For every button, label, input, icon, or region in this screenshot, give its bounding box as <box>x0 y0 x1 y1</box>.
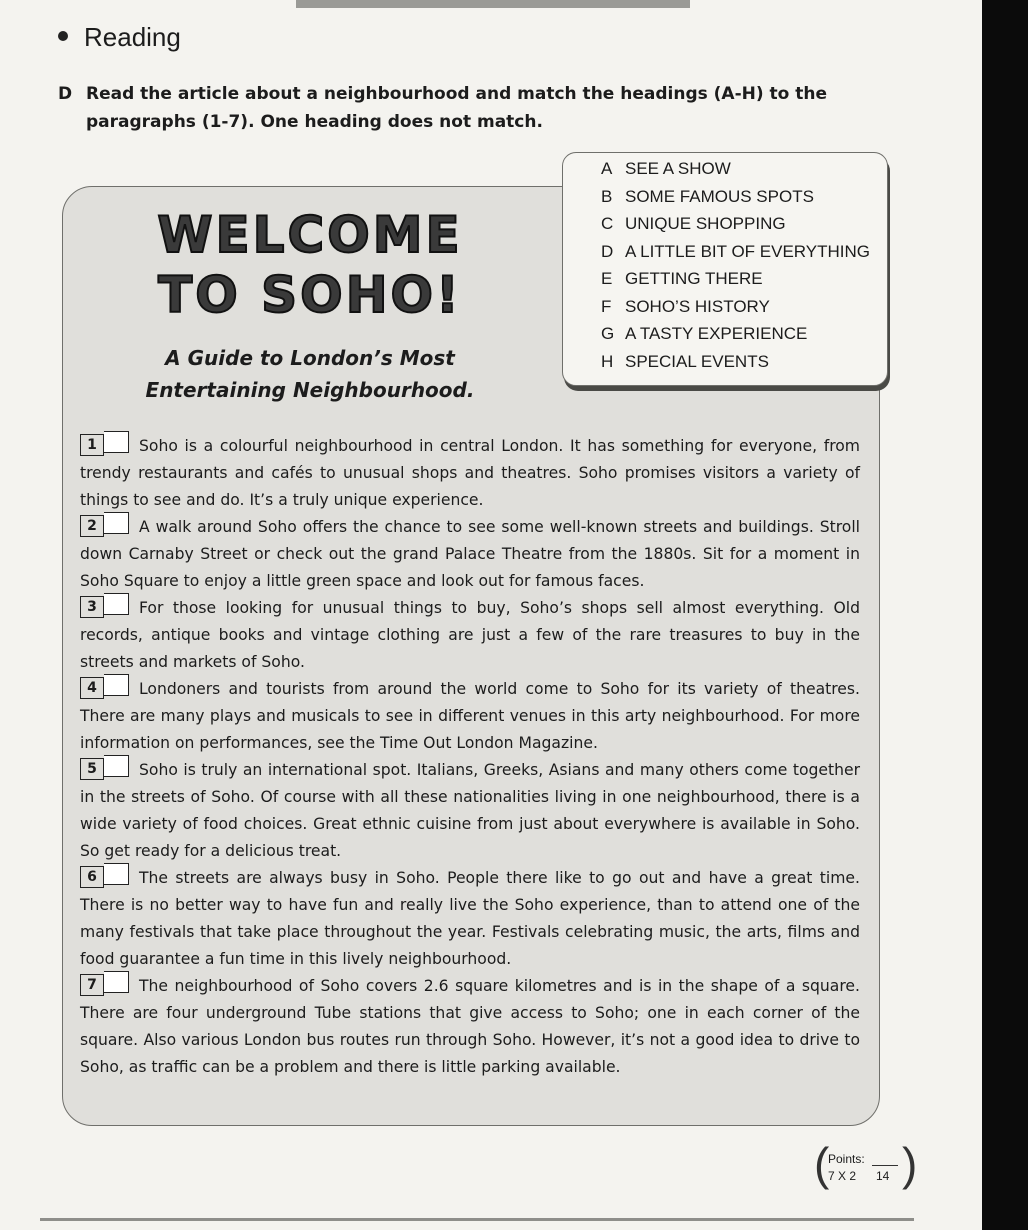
section-heading <box>58 22 181 53</box>
paragraph-number-box <box>80 674 129 701</box>
heading-option <box>563 238 887 266</box>
paragraph-text: Soho is a colourful neighbourhood in central London. It has something for everyone, from trendy restaurants and cafés to unusual shops and theatres. Soho promises visitors a variety of things to see and do. It’s a truly unique experience. <box>80 437 860 509</box>
paragraph-number-box <box>80 971 129 998</box>
heading-letter: E <box>601 269 613 288</box>
paragraph-number-box <box>80 755 129 782</box>
paragraph <box>80 514 860 595</box>
paragraph <box>80 433 860 514</box>
paragraph-number-box <box>80 431 129 458</box>
answer-box[interactable] <box>104 971 129 993</box>
heading-letter: G <box>601 324 615 343</box>
points-total: 14 <box>876 1169 890 1183</box>
paragraph-number: 2 <box>80 515 104 537</box>
heading-letter: A <box>601 159 613 178</box>
left-bracket: ( <box>814 1138 830 1190</box>
heading-letter: D <box>601 241 614 261</box>
answer-box[interactable] <box>104 755 129 777</box>
paragraph-text: For those looking for unusual things to buy, Soho’s shops sell almost everything. Old records, antique books and vintage clothing are just a few of the rare treasures to buy in the streets and markets of Soho. <box>80 599 860 671</box>
article-headline-line-1: WELCOME <box>157 206 463 264</box>
points-label: Points: <box>828 1152 865 1166</box>
heading-text: A LITTLE BIT OF EVERYTHING <box>625 241 870 261</box>
paragraph <box>80 676 860 757</box>
heading-text: SOHO’S HISTORY <box>625 296 770 316</box>
answer-box[interactable] <box>104 593 129 615</box>
heading-text: UNIQUE SHOPPING <box>625 214 786 233</box>
heading-option <box>563 348 887 376</box>
instructions-line-1: Read the article about a neighbourhood and match the headings (A-H) to the <box>86 84 828 104</box>
paragraph-text: A walk around Soho offers the chance to see some well-known streets and buildings. Stroll down Carnaby Street or check out the grand Palace Theatre from the 1880s. Sit for a moment in Soho Square to enjoy a little green space and look out for famous faces. <box>80 518 860 590</box>
paragraph-number: 4 <box>80 677 104 699</box>
paragraph-number: 7 <box>80 974 104 996</box>
paragraph <box>80 757 860 865</box>
instructions-line-2: paragraphs (1-7). One heading does not match. <box>86 112 543 132</box>
article-paragraphs <box>80 433 860 1081</box>
heading-option <box>563 265 887 293</box>
article-subtitle <box>110 342 510 406</box>
heading-letter: C <box>601 214 614 233</box>
paragraph-text: Soho is truly an international spot. Italians, Greeks, Asians and many others come together in the streets of Soho. Of course with all these nationalities living in one neighbourhood, there is a wide variety of food choices. Great ethnic cuisine from just about everywhere is available in Soho. So get ready for a delicious treat. <box>80 761 860 860</box>
answer-box[interactable] <box>104 512 129 534</box>
heading-letter: F <box>601 296 612 316</box>
article-subtitle-line-2: Entertaining Neighbourhood. <box>145 378 475 402</box>
paragraph-text: Londoners and tourists from around the world come to Soho for its variety of theatres. There are many plays and musicals to see in different venues in this arty neighbourhood. For more information on performances, see the Time Out London Magazine. <box>80 680 860 752</box>
scan-border <box>982 0 1028 1230</box>
heading-text: SEE A SHOW <box>625 159 731 178</box>
answer-box[interactable] <box>104 431 129 453</box>
heading-option <box>563 293 887 321</box>
headings-list <box>562 152 888 386</box>
page-top-edge <box>296 0 690 8</box>
heading-option <box>563 183 887 211</box>
right-bracket: ) <box>902 1138 918 1190</box>
heading-text: A TASTY EXPERIENCE <box>625 324 808 343</box>
heading-text: GETTING THERE <box>625 269 763 288</box>
points-calculation: 7 X 2 <box>828 1169 857 1183</box>
paragraph-number: 6 <box>80 866 104 888</box>
paragraph-number: 1 <box>80 434 104 456</box>
exercise-letter: D <box>58 84 73 104</box>
paragraph-number-box <box>80 863 129 890</box>
heading-text: SOME FAMOUS SPOTS <box>625 186 814 206</box>
article-headline-line-2: TO SOHO! <box>158 266 462 324</box>
section-title: Reading <box>84 22 181 52</box>
paragraph-number-box <box>80 512 129 539</box>
article-subtitle-line-1: A Guide to London’s Most <box>165 346 455 370</box>
points-score <box>814 1138 918 1190</box>
heading-letter: B <box>601 186 613 206</box>
paragraph-text: The neighbourhood of Soho covers 2.6 square kilometres and is in the shape of a square. There are four underground Tube stations that give access to Soho; one in each corner of the square. Also various London bus routes run through Soho. However, it’s not a good idea to drive to Soho, as traffic can be a problem and there is little parking available. <box>80 977 860 1076</box>
heading-option <box>563 320 887 348</box>
answer-box[interactable] <box>104 863 129 885</box>
score-blank[interactable] <box>872 1165 898 1166</box>
bullet-icon <box>58 31 68 41</box>
exercise-instructions <box>58 80 858 136</box>
heading-letter: H <box>601 351 614 371</box>
paragraph-number: 3 <box>80 596 104 618</box>
paragraph-text: The streets are always busy in Soho. People there like to go out and have a great time. There is no better way to have fun and really live the Soho experience, than to attend one of the many festivals that take place throughout the year. Festivals celebrating music, the arts, films and food guarantee a fun time in this lively neighbourhood. <box>80 869 860 968</box>
heading-text: SPECIAL EVENTS <box>625 351 769 371</box>
paragraph <box>80 973 860 1081</box>
bottom-rule <box>40 1218 914 1221</box>
paragraph <box>80 865 860 973</box>
paragraph <box>80 595 860 676</box>
answer-box[interactable] <box>104 674 129 696</box>
paragraph-number-box <box>80 593 129 620</box>
paragraph-number: 5 <box>80 758 104 780</box>
heading-option <box>563 155 887 183</box>
heading-option <box>563 210 887 238</box>
